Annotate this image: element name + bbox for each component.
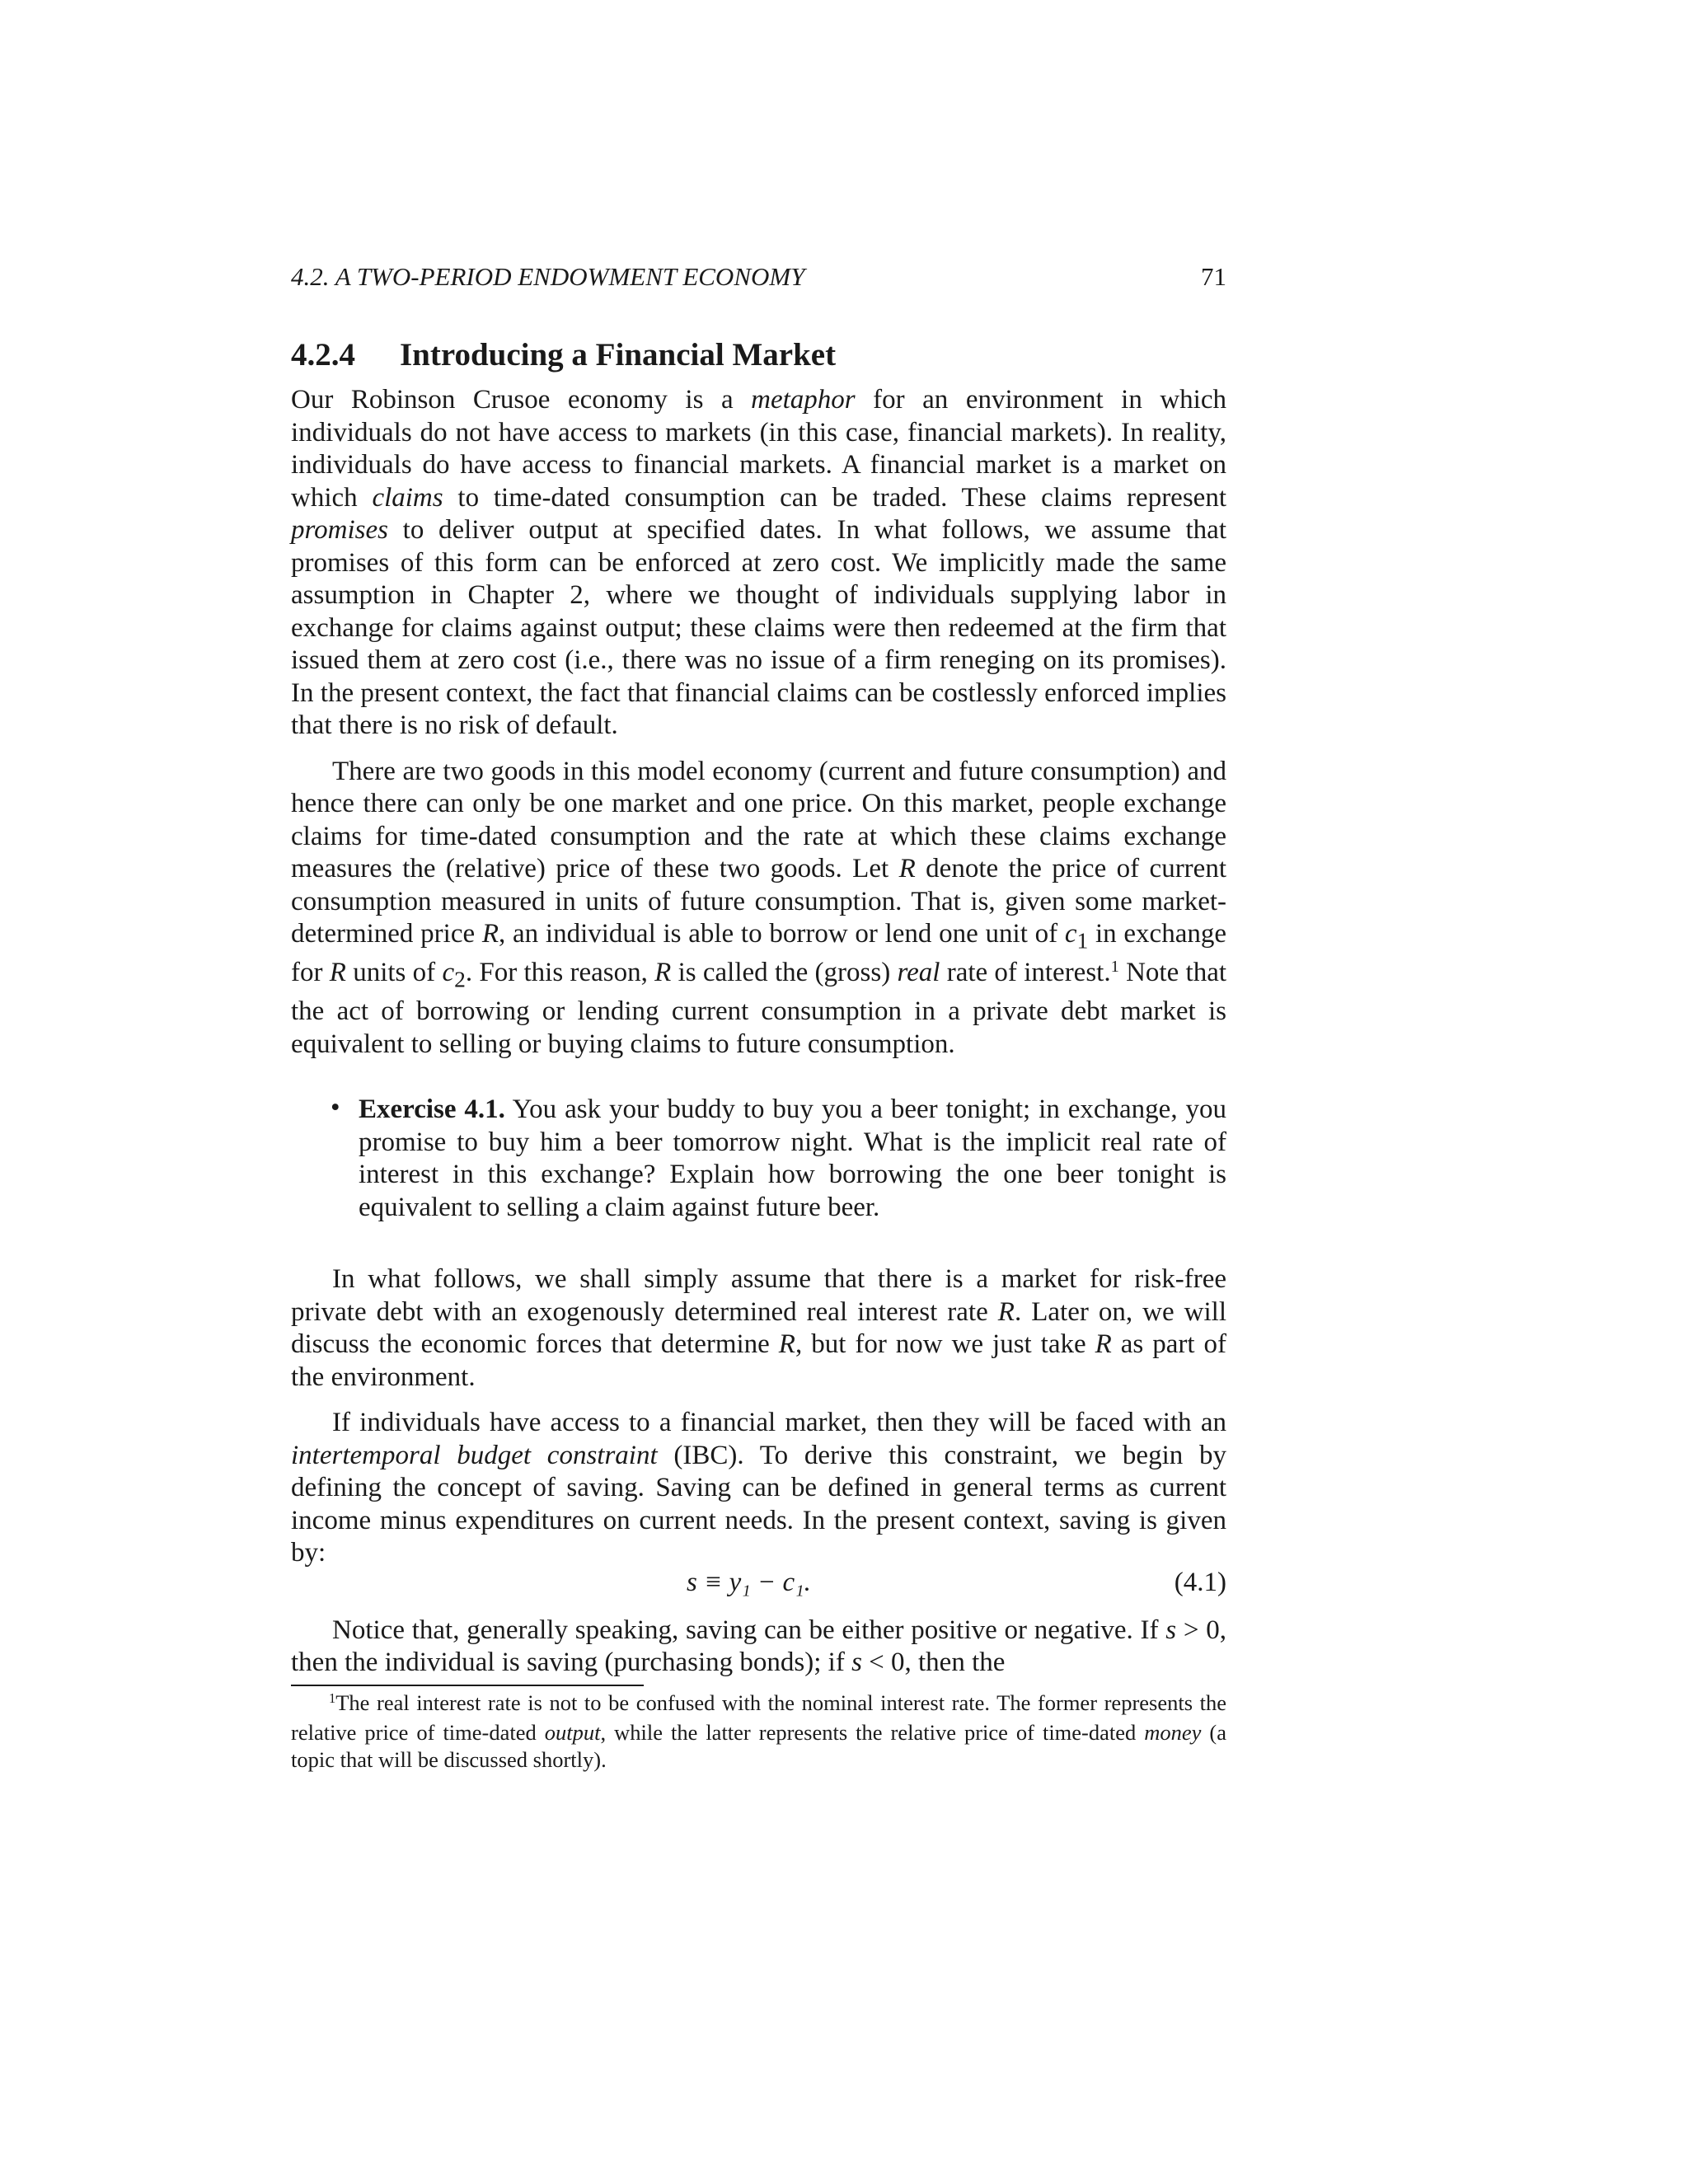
- section-title: Introducing a Financial Market: [400, 337, 837, 373]
- equation-number: (4.1): [1174, 1567, 1226, 1597]
- footnote: $^1$The real interest rate is not to be confused with the nominal interest rate. The former represents the relative price of time-dated output, while the latter represents the relative price of time-dated money (a topic that will be discussed shortly).: [291, 1690, 1227, 1772]
- bullet: •: [331, 1093, 340, 1123]
- page: [291, 262, 1226, 1774]
- paragraph-2: There are two goods in this model economy (current and future consumption) and hence there can only be one market and one price. On this market, people exchange claims for time-dated consumption and the rate at which these claims exchange measures the (relative) price of these two goods. Let R denote the price of current consumption measured in units of future consumption. That is, given some market-determined price R, an individual is able to borrow or lend one unit of $c_1$ in exchange for R units of $c_2$. For this reason, R is called the (gross) real rate of interest.$^1$ Note that the act of borrowing or lending current consumption in a private debt market is equivalent to selling or buying claims to future consumption.: [291, 756, 1227, 1059]
- footnote-marker: 1: [1110, 957, 1119, 976]
- paragraph-1: Our Robinson Crusoe economy is a metaphor for an environment in which individuals do not have access to markets (in this case, financial markets). In reality, individuals do have access to financial markets. A financial market is a market on which claims to time-dated consumption can be traded. These claims represent promises to deliver output at specified dates. In what follows, we assume that promises of this form can be enforced at zero cost. We implicitly made the same assumption in Chapter 2, where we thought of individuals supplying labor in exchange for claims against output; these claims were then redeemed at the firm that issued them at zero cost (i.e., there was no issue of a firm reneging on its promises). In the present context, the fact that financial claims can be costlessly enforced implies that there is no risk of default.: [291, 385, 1226, 740]
- equation-4-1: [291, 1567, 1226, 1600]
- paragraph-3: In what follows, we shall simply assume that there is a market for risk-free private debt with an exogenously determined real interest rate R. Later on, we will discuss the economic forces that determine R, but for now we just take R as part of the environment.: [291, 1264, 1226, 1392]
- running-title: 4.2. A TWO-PERIOD ENDOWMENT ECONOMY: [291, 262, 805, 291]
- footnote-mark: 1: [329, 1690, 336, 1706]
- exercise-block: [291, 1094, 1226, 1224]
- page-number: 71: [1201, 262, 1226, 291]
- paragraph-4: If individuals have access to a financial market, then they will be faced with an intertemporal budget constraint (IBC). To derive this constraint, we begin by defining the concept of saving. Saving can be defined in general terms as current income minus expenditures on current needs. In the present context, saving is given by:: [291, 1408, 1226, 1568]
- running-head: [291, 262, 1226, 302]
- paragraph-5: Notice that, generally speaking, saving can be either positive or negative. If s > 0, then the individual is saving (purchasing bonds); if s < 0, then the: [291, 1615, 1226, 1678]
- section-number: 4.2.4: [291, 337, 355, 373]
- equation-expression: s ≡ y₁ − c₁.: [687, 1567, 811, 1597]
- footnote-rule: [291, 1685, 644, 1686]
- exercise-text: You ask your buddy to buy you a beer tonight; in exchange, you promise to buy him a beer tomorrow night. What is the implicit real rate of interest in this exchange? Explain how borrowing the one beer tonight is equivalent to selling a claim against future beer.: [359, 1094, 1226, 1222]
- section-heading: [291, 336, 1226, 384]
- exercise-label: Exercise 4.1.: [359, 1094, 505, 1125]
